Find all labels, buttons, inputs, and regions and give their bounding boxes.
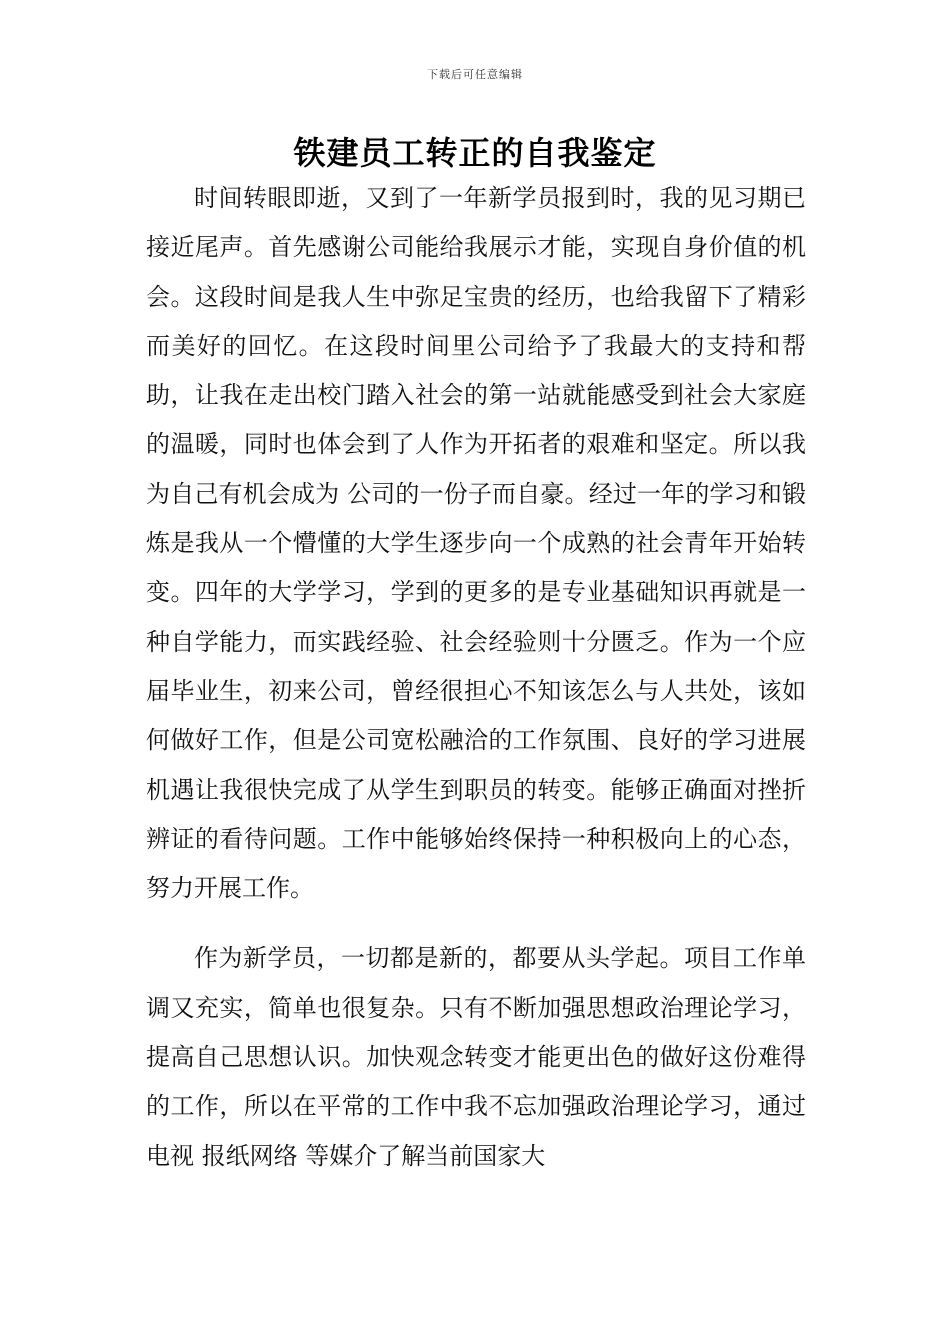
document-title: 铁建员工转正的自我鉴定 <box>293 134 657 172</box>
paragraph-2: 作为新学员，一切都是新的，都要从头学起。项目工作单调又充实，简单也很复杂。只有不断加强思想政治理论学习，提高自己思想认识。加快观念转变才能更出色的做好这份难得的工作，所以在平常的工作中我不忘加强政治理论学习，通过电视 报纸网络 等媒介了解当前国家大 <box>146 944 806 1170</box>
document-body <box>146 174 806 1181</box>
header-note: 下载后可任意编辑 <box>427 68 523 81</box>
paragraph-1: 时间转眼即逝，又到了一年新学员报到时，我的见习期已接近尾声。首先感谢公司能给我展示才能，实现自身价值的机会。这段时间是我人生中弥足宝贵的经历，也给我留下了精彩而美好的回忆。在这段时间里公司给予了我最大的支持和帮助，让我在走出校门踏入社会的第一站就能感受到社会大家庭的温暖，同时也体会到了人作为开拓者的艰难和坚定。所以我为自己有机会成为 公司的一份子而自豪。经过一年的学习和锻炼是我从一个懵懂的大学生逐步向一个成熟的社会青年开始转变。四年的大学学习，学到的更多的是专业基础知识再就是一种自学能力，而实践经验、社会经验则十分匮乏。作为一个应届毕业生，初来公司，曾经很担心不知该怎么与人共处，该如何做好工作，但是公司宽松融洽的工作氛围、良好的学习进展机遇让我很快完成了从学生到职员的转变。能够正确面对挫折辨证的看待问题。工作中能够始终保持一种积极向上的心态，努力开展工作。 <box>146 184 806 903</box>
